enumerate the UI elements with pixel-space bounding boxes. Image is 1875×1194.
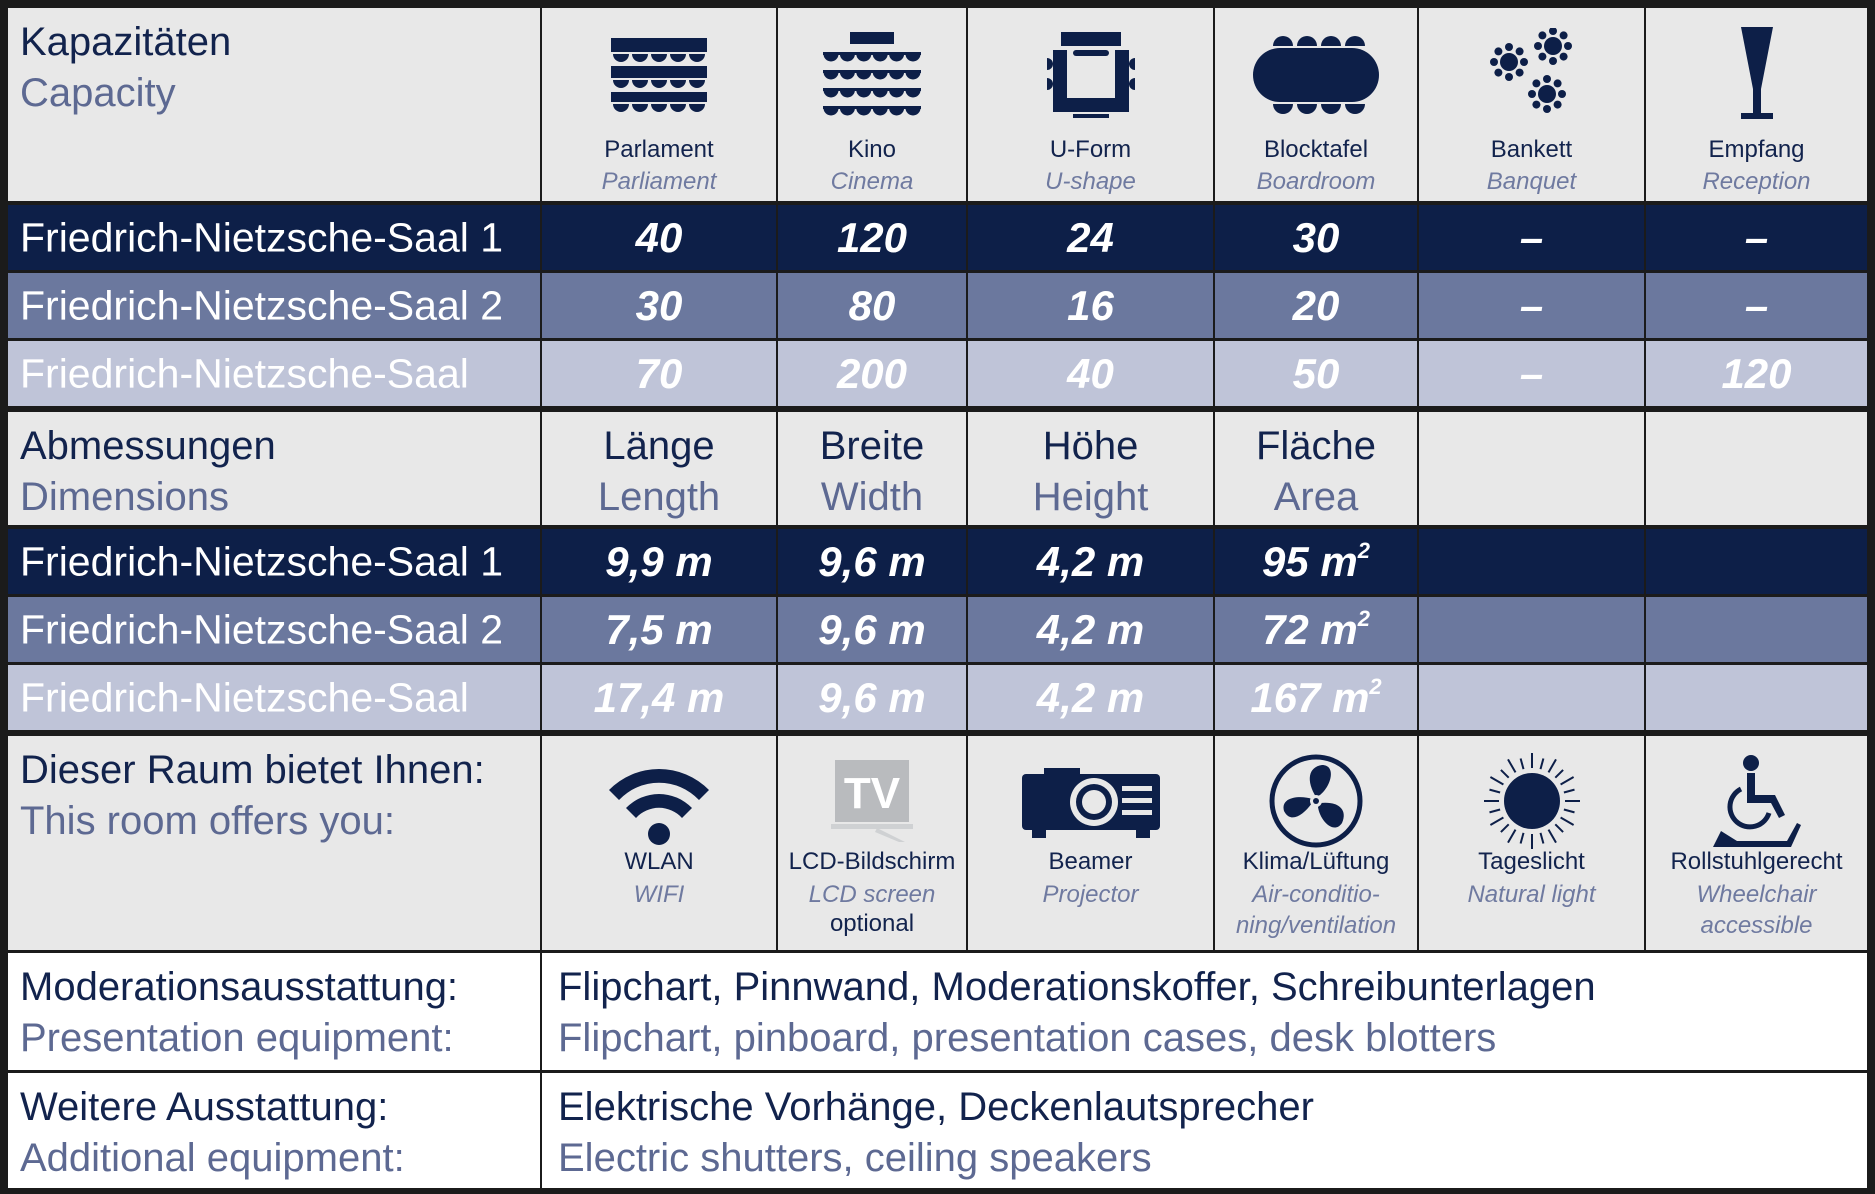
- dimension-value-cell: [542, 665, 776, 730]
- capacity-value-cell: [778, 341, 966, 406]
- capacity-value-cell: [1215, 205, 1417, 270]
- sun-icon: [1419, 746, 1644, 856]
- dimension-value-cell: [778, 597, 966, 662]
- dimension-value-cell: [1215, 665, 1417, 730]
- dimension-value-cell: [968, 529, 1213, 594]
- feature-cell: [968, 736, 1213, 950]
- wifi-icon: [542, 746, 776, 856]
- feature-label-de: LCD-Bildschirm: [788, 848, 956, 875]
- feature-label-de: WLAN: [624, 848, 694, 875]
- capacity-value-cell: [1419, 273, 1644, 338]
- room-name-cell: [8, 341, 540, 406]
- dimension-value-cell: [1215, 529, 1417, 594]
- dimension-value-cell: [778, 529, 966, 594]
- equipment-label-de: Moderationsausstattung:: [20, 965, 459, 1009]
- layout-label-en: Cinema: [830, 168, 914, 195]
- capacity-value-cell: [542, 341, 776, 406]
- capacity-value: 80: [848, 281, 896, 329]
- area-unit-superscript: 2: [1357, 537, 1370, 563]
- room-name: Friedrich-Nietzsche-Saal: [20, 350, 469, 396]
- boardroom-seating-icon: [1215, 18, 1417, 128]
- dimension-header-cell: [778, 412, 966, 525]
- dimension-value-area: [1215, 674, 1417, 722]
- layout-header-cell: [1215, 8, 1417, 201]
- layout-label-en: Reception: [1702, 168, 1811, 195]
- equipment-value-de: Elektrische Vorhänge, Deckenlautsprecher: [558, 1085, 1314, 1129]
- dimension-value-width: [778, 538, 966, 586]
- empty-cell: [1419, 412, 1644, 525]
- features-title-de: Dieser Raum bietet Ihnen:: [20, 748, 485, 792]
- layout-label-en: Boardroom: [1256, 168, 1376, 195]
- dimension-label-de: Breite: [819, 424, 925, 468]
- dimension-value-text: 9,6 m: [818, 537, 926, 585]
- dimension-value-cell: [778, 665, 966, 730]
- dimension-header-cell: [542, 412, 776, 525]
- equipment-label-en: Presentation equipment:: [20, 1016, 454, 1060]
- layout-header-cell: [542, 8, 776, 201]
- capacity-value: –: [1519, 349, 1544, 397]
- dimension-value-cell: [1215, 597, 1417, 662]
- dimension-value-text: 9,6 m: [818, 605, 926, 653]
- dimension-value-text: 95 m: [1262, 537, 1358, 585]
- feature-label-de: Tageslicht: [1478, 848, 1585, 875]
- dimension-value-width: [778, 674, 966, 722]
- capacity-value-cell: [1646, 341, 1867, 406]
- room-name-cell: [8, 597, 540, 662]
- empty-cell: [1646, 665, 1867, 730]
- feature-cell: [1419, 736, 1644, 950]
- dimension-label-en: Height: [1032, 475, 1149, 519]
- capacity-title-de: Kapazitäten: [20, 20, 232, 64]
- features-header-label: [8, 736, 540, 950]
- feature-label-en: LCD screen: [808, 881, 936, 908]
- empty-cell: [1419, 529, 1644, 594]
- dimension-value-cell: [968, 665, 1213, 730]
- capacity-value-cell: [778, 205, 966, 270]
- cinema-seating-icon: [778, 18, 966, 128]
- equipment-label-de: Weitere Ausstattung:: [20, 1085, 389, 1129]
- equipment-value-cell: [542, 953, 1867, 1070]
- capacity-value: –: [1744, 213, 1769, 261]
- layout-header-cell: [968, 8, 1213, 201]
- capacity-value-cell: [1215, 273, 1417, 338]
- dimension-label-de: Fläche: [1255, 424, 1377, 468]
- capacity-value: 40: [1067, 349, 1114, 397]
- capacity-value-cell: [778, 273, 966, 338]
- equipment-value-en: Electric shutters, ceiling speakers: [558, 1136, 1152, 1180]
- layout-label-en: Banquet: [1486, 168, 1577, 195]
- room-name-cell: [8, 529, 540, 594]
- equipment-label-cell: [8, 953, 540, 1070]
- empty-cell: [1646, 529, 1867, 594]
- capacity-value: 16: [1067, 281, 1114, 329]
- feature-cell: [778, 736, 966, 950]
- capacity-value: 120: [1721, 349, 1792, 397]
- dimension-label-en: Width: [820, 475, 924, 519]
- dimension-value-text: 167 m: [1250, 673, 1370, 721]
- reception-glass-icon: [1646, 18, 1867, 128]
- feature-label-en-line2: accessible: [1700, 912, 1813, 939]
- dimension-value-cell: [542, 597, 776, 662]
- feature-label-de: Beamer: [1048, 848, 1133, 875]
- capacity-value-cell: [968, 341, 1213, 406]
- capacity-value-cell: [1646, 273, 1867, 338]
- capacity-value-cell: [1419, 341, 1644, 406]
- capacity-value: 200: [836, 349, 908, 397]
- room-name-cell: [8, 665, 540, 730]
- tv-icon: [778, 746, 966, 856]
- capacity-value: 20: [1292, 281, 1340, 329]
- feature-label-de: Klima/Lüftung: [1242, 848, 1390, 875]
- capacity-value: –: [1744, 281, 1769, 329]
- capacity-value: –: [1519, 213, 1544, 261]
- feature-label-en: WIFI: [633, 881, 685, 908]
- dimension-label-de: Höhe: [1042, 424, 1139, 468]
- empty-cell: [1646, 597, 1867, 662]
- dimension-value-text: 9,9 m: [605, 537, 713, 585]
- dimension-value-text: 4,2 m: [1036, 537, 1145, 585]
- dimension-header-cell: [968, 412, 1213, 525]
- dimensions-title-en: Dimensions: [20, 475, 229, 519]
- capacity-value-cell: [968, 273, 1213, 338]
- area-unit-superscript: 2: [1357, 605, 1370, 631]
- feature-label-en: Wheelchair: [1696, 881, 1817, 908]
- dimension-value-text: 4,2 m: [1036, 605, 1145, 653]
- dimension-value-text: 17,4 m: [593, 673, 725, 721]
- equipment-value-de: Flipchart, Pinnwand, Moderationskoffer, Schreibunterlagen: [558, 965, 1596, 1009]
- room-name-cell: [8, 273, 540, 338]
- tv-icon-text: TV: [843, 769, 901, 818]
- dimension-value-cell: [968, 597, 1213, 662]
- capacity-value: 30: [635, 281, 683, 329]
- capacity-value: –: [1519, 281, 1544, 329]
- dimension-label-en: Length: [597, 475, 721, 519]
- capacity-header-label: [8, 8, 540, 201]
- feature-label-en: Natural light: [1467, 881, 1596, 908]
- dimension-value-length: [542, 538, 776, 586]
- dimension-value-area: [1215, 606, 1417, 654]
- layout-label-de: U-Form: [1049, 136, 1132, 163]
- feature-label-en-line2: ning/ventilation: [1235, 912, 1397, 939]
- feature-label-en: Projector: [1042, 881, 1139, 908]
- dimension-label-de: Länge: [603, 424, 715, 468]
- room-name: Friedrich-Nietzsche-Saal 1: [20, 214, 504, 260]
- capacity-value-cell: [968, 205, 1213, 270]
- capacity-value: 70: [635, 349, 683, 397]
- features-title-en: This room offers you:: [20, 799, 395, 843]
- feature-label-en: Air-conditio-: [1252, 881, 1380, 908]
- capacity-value-cell: [542, 205, 776, 270]
- layout-label-de: Empfang: [1708, 136, 1805, 163]
- capacity-value: 50: [1292, 349, 1340, 397]
- banquet-seating-icon: [1419, 18, 1644, 128]
- dimension-value-text: 9,6 m: [818, 673, 926, 721]
- dimensions-header-label: [8, 412, 540, 525]
- feature-label-de: Rollstuhlgerecht: [1670, 848, 1843, 875]
- layout-header-cell: [778, 8, 966, 201]
- capacity-value: 40: [635, 213, 683, 261]
- dimensions-title-de: Abmessungen: [20, 424, 276, 468]
- dimension-value-text: 7,5 m: [605, 605, 713, 653]
- dimension-label-en: Area: [1273, 475, 1359, 519]
- feature-note: optional: [829, 910, 915, 937]
- room-name: Friedrich-Nietzsche-Saal 2: [20, 282, 504, 328]
- dimension-header-cell: [1215, 412, 1417, 525]
- equipment-label-cell: [8, 1073, 540, 1188]
- parliament-seating-icon: [542, 18, 776, 128]
- room-name: Friedrich-Nietzsche-Saal 2: [20, 606, 504, 652]
- u-shape-seating-icon: [968, 18, 1213, 128]
- empty-cell: [1419, 597, 1644, 662]
- dimension-value-cell: [542, 529, 776, 594]
- feature-cell: [542, 736, 776, 950]
- layout-header-cell: [1419, 8, 1644, 201]
- dimension-value-text: 4,2 m: [1036, 673, 1145, 721]
- wheelchair-icon: [1646, 746, 1867, 856]
- room-name: Friedrich-Nietzsche-Saal 1: [20, 538, 504, 584]
- capacity-value: 30: [1292, 213, 1340, 261]
- feature-cell: [1646, 736, 1867, 950]
- dimension-value-text: 72 m: [1262, 605, 1358, 653]
- area-unit-superscript: 2: [1369, 673, 1382, 699]
- layout-label-en: Parliament: [601, 168, 717, 195]
- dimension-value-height: [968, 606, 1213, 654]
- equipment-label-en: Additional equipment:: [20, 1136, 405, 1180]
- empty-cell: [1646, 412, 1867, 525]
- dimension-value-length: [542, 674, 776, 722]
- empty-cell: [1419, 665, 1644, 730]
- equipment-value-en: Flipchart, pinboard, presentation cases, desk blotters: [558, 1016, 1497, 1060]
- capacity-value-cell: [542, 273, 776, 338]
- layout-header-cell: [1646, 8, 1867, 201]
- dimension-value-height: [968, 674, 1213, 722]
- capacity-value-cell: [1646, 205, 1867, 270]
- capacity-title-en: Capacity: [20, 71, 176, 115]
- capacity-value: 120: [836, 213, 908, 261]
- dimension-value-height: [968, 538, 1213, 586]
- dimension-value-length: [542, 606, 776, 654]
- feature-cell: [1215, 736, 1417, 950]
- capacity-value-cell: [1419, 205, 1644, 270]
- layout-label-de: Kino: [847, 136, 897, 163]
- layout-label-de: Blocktafel: [1263, 136, 1369, 163]
- layout-label-de: Bankett: [1490, 136, 1573, 163]
- layout-label-en: U-shape: [1045, 168, 1136, 195]
- dimension-value-width: [778, 606, 966, 654]
- fan-icon: [1215, 746, 1417, 856]
- capacity-value-cell: [1215, 341, 1417, 406]
- room-name: Friedrich-Nietzsche-Saal: [20, 674, 469, 720]
- room-name-cell: [8, 205, 540, 270]
- capacity-value: 24: [1067, 213, 1114, 261]
- equipment-value-cell: [542, 1073, 1867, 1188]
- projector-icon: [968, 746, 1213, 856]
- layout-label-de: Parlament: [604, 136, 714, 163]
- dimension-value-area: [1215, 538, 1417, 586]
